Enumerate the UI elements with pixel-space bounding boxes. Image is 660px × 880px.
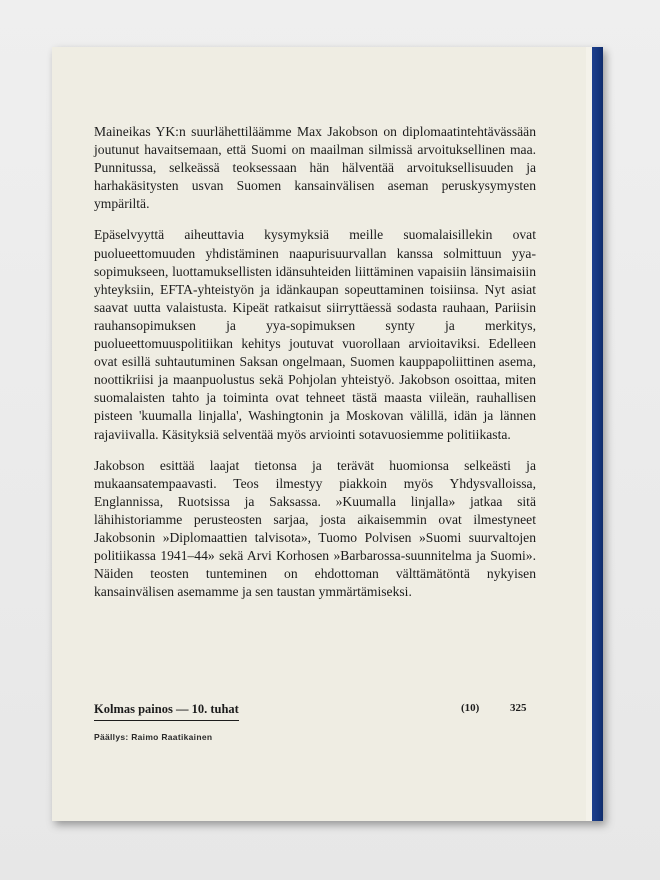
edition-note: Kolmas painos — 10. tuhat — [94, 702, 239, 721]
book-spine — [592, 47, 603, 821]
cover-credit: Päällys: Raimo Raatikainen — [94, 732, 213, 742]
blurb-paragraph-3: Jakobson esittää laajat tietonsa ja terävät huomionsa selkeästi ja mukaansatempaavasti. Teos ilmestyy piakkoin myös Yhdysvalloissa, Englannissa, Ruotsissa ja Saksassa. »Kuumalla linjalla» jatkaa sitä lähihistoriamme perusteosten sarjaa, josta aikaisemmin ovat ilmestyneet Jakobsonin »Diplomaattien talvisota», Tuomo Polvisen »Suomi suurvaltojen politiikassa 1941–44» sekä Arvi Korhosen »Barbarossa-suunnitelma ja Suomi». Näiden teosten tunteminen on ehdottoman välttämätöntä nykyisen kansainvälisen asemamme ja sen taustan ymmärtämiseksi. — [94, 457, 536, 600]
edition-code: (10) — [461, 702, 480, 714]
blurb-paragraph-1: Maineikas YK:n suurlähettiläämme Max Jakobson on diplomaatintehtävässään joutunut havaitsemaan, että Suomi on maailman silmissä arvoituksellinen maa. Punnitussa, selkeässä teoksessaan hän hälventää arvoituksellisuuden ja harhakäsitysten usvan Suomen kansainvälisen aseman peruskysymysten ympäriltä. — [94, 124, 536, 212]
edition-row — [94, 702, 536, 724]
blurb-text — [94, 123, 536, 614]
price-code: 325 — [510, 702, 527, 714]
blurb-paragraph-2: Epäselvyyttä aiheuttavia kysymyksiä meille suomalaisillekin ovat puolueettomuuden yhdistäminen naapurisuurvallan kanssa solmittuun yya-sopimukseen, luottamuksellisten idänsuhteiden liittäminen vapaisiin länsimaisiin yhteyksiin, EFTA-yhteistyön ja idänkaupan sopeuttaminen toisiinsa. Nyt asiat saavat uutta valaistusta. Kipeät ratkaisut siirryttäessä sodasta rauhaan, Pariisin rauhansopimuksen ja yya-sopimuksen synty ja merkitys, puolueettomuuspolitiikan kehitys joutuvat vuorollaan arvioitaviksi. Edelleen ovat esillä suhtautuminen Saksan ongelmaan, Suomen kauppapoliittinen asema, noottikriisi ja maanpuolustus sekä Pohjolan yhteistyö. Jakobson osoittaa, miten suomalaisten tahto ja toiminta ovat tehneet tästä maasta viileän, rauhallisen pisteen 'kuumalla linjalla', Washingtonin ja Moskovan välillä, idän ja lännen rajaviivalla. Käsityksiä selventää myös arviointi sotavuosiemme politiikasta. — [94, 227, 536, 442]
